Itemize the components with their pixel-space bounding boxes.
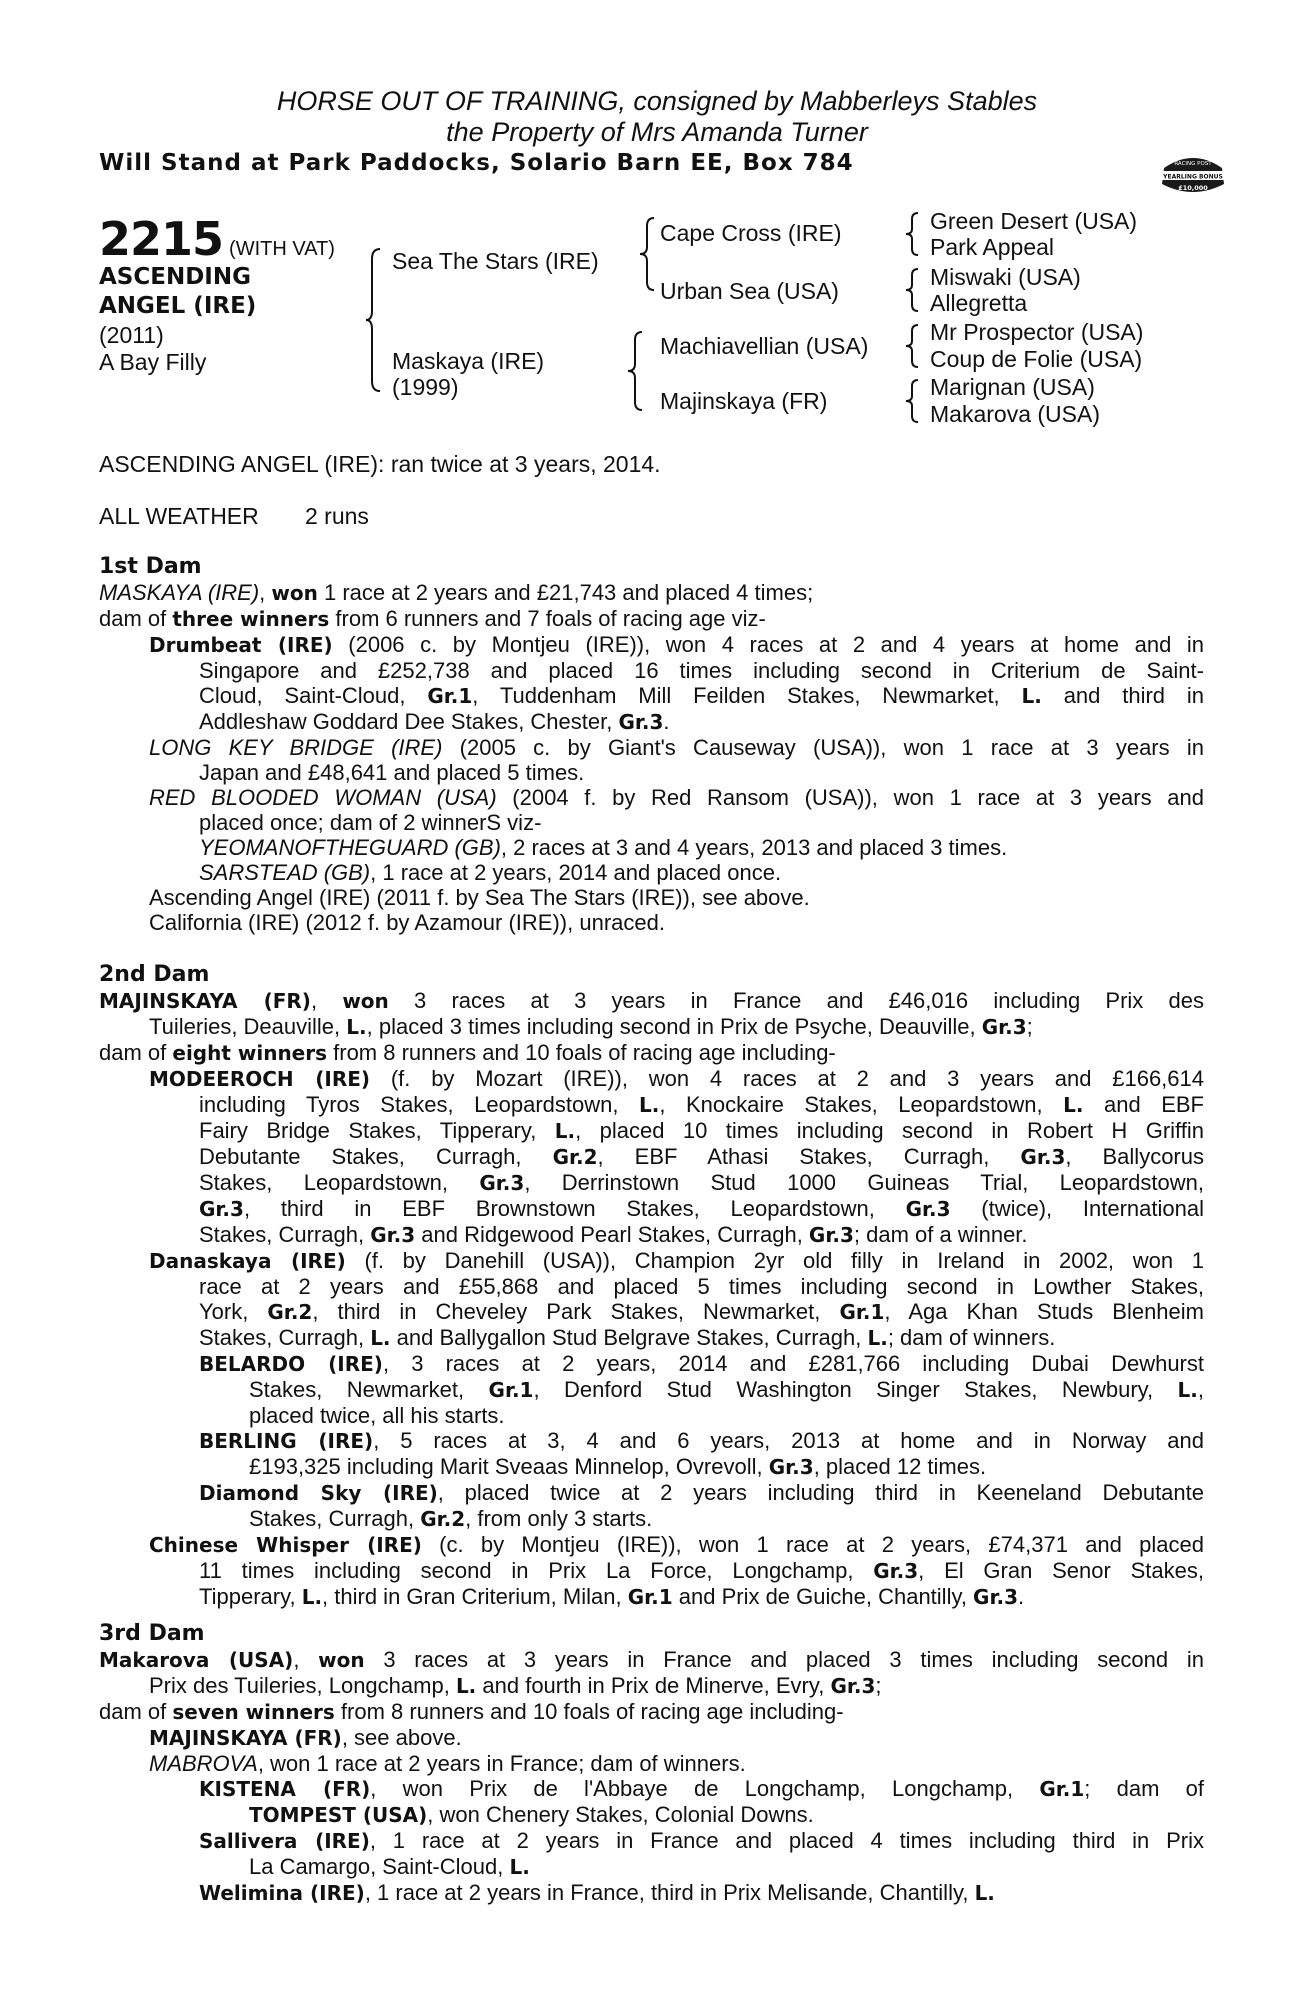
d3-text: , see above.	[341, 1725, 462, 1750]
d2-text: , placed 12 times.	[813, 1454, 987, 1479]
d2-text: , Aga Khan Studs Blenheim	[884, 1299, 1204, 1324]
d2-line	[99, 1558, 1204, 1584]
gen3-allegretta: Allegretta	[930, 290, 1028, 316]
d1-text: (2004 f. by Red Ransom (USA)), won 1 race at 3 years and	[496, 785, 1204, 810]
d3-text: ;	[875, 1673, 882, 1698]
d1-text: .	[663, 709, 670, 734]
d1-line	[99, 709, 1204, 735]
gen3-park-appeal: Park Appeal	[930, 234, 1055, 260]
d3-bold: seven winners	[172, 1700, 335, 1724]
horse-description: A Bay Filly	[99, 349, 207, 375]
d2-grandprogeny-name: BERLING (IRE)	[199, 1429, 374, 1453]
d2-line: race at 2 years and £55,868 and placed 5 times including second in Lowther Stakes,	[199, 1274, 1204, 1299]
first-dam-heading: 1st Dam	[99, 554, 202, 579]
d2-grade: Gr.3	[370, 1223, 416, 1247]
pedigree-brace-dd	[906, 377, 920, 425]
d2-line	[99, 1506, 1204, 1532]
pedigree-brace-ss	[906, 210, 920, 258]
d1-text: 1 race at 2 years and £21,743 and placed 4 times;	[317, 580, 814, 605]
d2-text: including Tyros Stakes, Leopardstown,	[199, 1092, 640, 1117]
d2-line	[99, 1428, 1204, 1454]
d1-grade: Gr.3	[618, 710, 664, 734]
d1-progeny-name: Drumbeat (IRE)	[149, 633, 333, 657]
d1-grade: L.	[1021, 684, 1042, 708]
gen3-green-desert: Green Desert (USA)	[930, 208, 1138, 234]
d3-grandprogeny-name: Sallivera (IRE)	[199, 1829, 370, 1853]
d1-bold: won	[271, 581, 318, 605]
d2-text: and Prix de Guiche, Chantilly,	[672, 1584, 974, 1609]
d1-line	[99, 785, 1204, 810]
d3-text: , 1 race at 2 years in France and placed 4 times including third in Prix	[369, 1828, 1204, 1853]
d2-line	[99, 1222, 1204, 1248]
d3-line	[99, 1699, 1204, 1725]
d1-text: Cloud, Saint-Cloud,	[199, 683, 428, 708]
d3-grade: L.	[509, 1855, 530, 1879]
d3-line	[99, 1751, 1204, 1776]
d3-line	[99, 1854, 1204, 1880]
d2-grade: Gr.3	[873, 1559, 919, 1583]
d2-line	[99, 1066, 1204, 1092]
d2-grade: Gr.3	[479, 1171, 525, 1195]
d2-text: , 5 races at 3, 4 and 6 years, 2013 at home and in Norway and	[373, 1428, 1204, 1453]
d3-text: Prix des Tuileries, Longchamp,	[149, 1673, 456, 1698]
d1-line: placed once; dam of 2 winnerS viz-	[199, 810, 542, 835]
d2-grade: Gr.3	[768, 1455, 814, 1479]
d2-text: (f. by Mozart (IRE)), won 4 races at 2 and 3 years and £166,614	[370, 1066, 1204, 1091]
d3-text: dam of	[99, 1699, 173, 1724]
foaling-year: (2011)	[99, 322, 164, 348]
d2-text: , third in Gran Criterium, Milan,	[322, 1584, 628, 1609]
yearling-bonus-badge	[1158, 150, 1228, 198]
d1-line	[99, 580, 1204, 606]
d2-progeny-name: MODEEROCH (IRE)	[149, 1067, 371, 1091]
d1-text: from 6 runners and 7 foals of racing age viz-	[329, 606, 766, 631]
d2-progeny-name: Chinese Whisper (IRE)	[149, 1533, 422, 1557]
d2-grade: Gr.1	[627, 1585, 673, 1609]
d3-grade: L.	[455, 1674, 477, 1698]
d3-grandprogeny-name: Welimina (IRE)	[199, 1881, 365, 1905]
d1-text: (2005 c. by Giant's Causeway (USA)), won 1 race at 3 years in	[442, 735, 1205, 760]
d3-text: , won 1 race at 2 years in France; dam of winners.	[257, 1751, 746, 1776]
first-dam-text	[99, 580, 1204, 935]
second-dam-heading: 2nd Dam	[99, 962, 210, 987]
d2-line	[99, 988, 1204, 1014]
d3-dam-name: Makarova (USA)	[99, 1648, 294, 1672]
d1-dam-name: MASKAYA (IRE)	[99, 580, 260, 605]
d2-progeny-name: Danaskaya (IRE)	[149, 1249, 346, 1273]
d2-text: Fairy Bridge Stakes, Tipperary,	[199, 1118, 555, 1143]
d2-text: Tuileries, Deauville,	[149, 1014, 347, 1039]
pedigree-brace-main	[366, 245, 382, 395]
d1-text: Addleshaw Goddard Dee Stakes, Chester,	[199, 709, 619, 734]
dam-year: (1999)	[392, 374, 459, 400]
sire: Sea The Stars (IRE)	[392, 248, 599, 274]
d3-line	[99, 1647, 1204, 1673]
d2-text: , EBF Athasi Stakes, Curragh,	[597, 1144, 1021, 1169]
d2-grade: L.	[1063, 1093, 1084, 1117]
d2-text: and Ridgewood Pearl Stakes, Curragh,	[415, 1222, 809, 1247]
dam: Maskaya (IRE)	[392, 348, 545, 374]
pedigree-brace-sd	[906, 266, 920, 314]
gen3-coup-de-folie: Coup de Folie (USA)	[930, 346, 1143, 372]
d3-text: ,	[293, 1647, 319, 1672]
d3-text: La Camargo, Saint-Cloud,	[249, 1854, 510, 1879]
dam-dam: Majinskaya (FR)	[660, 388, 828, 414]
third-dam-heading: 3rd Dam	[99, 1621, 205, 1646]
d2-text: ;	[1026, 1014, 1033, 1039]
d3-text: , 1 race at 2 years in France, third in Prix Melisande, Chantilly,	[364, 1880, 975, 1905]
d2-grade: L.	[370, 1326, 391, 1350]
d1-text: and third in	[1041, 683, 1204, 708]
d2-text: dam of	[99, 1040, 173, 1065]
d3-text: , won Prix de l'Abbaye de Longchamp, Longchamp,	[370, 1776, 1040, 1801]
d2-text: (c. by Montjeu (IRE)), won 1 race at 2 years, £74,371 and placed	[421, 1532, 1205, 1557]
d2-bold: eight winners	[172, 1041, 328, 1065]
d2-line: placed twice, all his starts.	[249, 1403, 505, 1428]
d2-grade: L.	[867, 1326, 888, 1350]
d2-grade: Gr.3	[808, 1223, 854, 1247]
lot-number: 2215	[99, 212, 224, 266]
d2-text: Stakes, Leopardstown,	[199, 1170, 480, 1195]
d1-line: Ascending Angel (IRE) (2011 f. by Sea The Stars (IRE)), see above.	[149, 885, 810, 910]
d2-text: York,	[199, 1299, 268, 1324]
d1-grandprogeny-name: YEOMANOFTHEGUARD (GB)	[199, 835, 501, 860]
d3-line	[99, 1776, 1204, 1802]
d3-bold: won	[318, 1648, 365, 1672]
badge-bottom-text: £10,000	[1178, 184, 1208, 192]
d2-text: 11 times including second in Prix La Force, Longchamp,	[199, 1558, 874, 1583]
lot-block	[99, 212, 335, 266]
d2-line	[99, 1248, 1204, 1274]
d2-line	[99, 1170, 1204, 1196]
d2-grade: Gr.2	[420, 1507, 466, 1531]
d1-text: ,	[259, 580, 272, 605]
d2-text: , Ballycorus	[1065, 1144, 1204, 1169]
d2-grade: L.	[301, 1585, 323, 1609]
d2-text: , placed 10 times including second in Robert H Griffin	[575, 1118, 1204, 1143]
d2-grade: L.	[346, 1015, 367, 1039]
d2-text: , Knockaire Stakes, Leopardstown,	[659, 1092, 1064, 1117]
d2-grade: Gr.3	[973, 1585, 1018, 1609]
d3-line	[99, 1880, 1204, 1906]
sire-sire: Cape Cross (IRE)	[660, 220, 842, 246]
d3-grade: Gr.1	[1039, 1777, 1085, 1801]
d2-line	[99, 1325, 1204, 1351]
d2-text: , El Gran Senor Stakes,	[918, 1558, 1204, 1583]
d1-bold: three winners	[172, 607, 330, 631]
d1-text: dam of	[99, 606, 173, 631]
d2-line	[99, 1299, 1204, 1325]
d2-text: ; dam of a winner.	[853, 1222, 1028, 1247]
d2-text: Stakes, Curragh,	[199, 1222, 371, 1247]
d2-text: from 8 runners and 10 foals of racing age including-	[327, 1040, 836, 1065]
d3-text: 3 races at 3 years in France and placed 3 times including second in	[364, 1647, 1204, 1672]
d2-text: 3 races at 3 years in France and £46,016 including Prix des	[388, 988, 1204, 1013]
d3-text: and fourth in Prix de Minerve, Evry,	[476, 1673, 831, 1698]
d1-line: California (IRE) (2012 f. by Azamour (IRE)), unraced.	[149, 910, 665, 935]
d3-line	[99, 1802, 1204, 1828]
d2-text: .	[1018, 1584, 1025, 1609]
d2-dam-name: MAJINSKAYA (FR)	[99, 989, 311, 1013]
d1-text: , Tuddenham Mill Feilden Stakes, Newmarket,	[472, 683, 1022, 708]
d3-grandprogeny-name: KISTENA (FR)	[199, 1777, 371, 1801]
pedigree-brace-dam	[628, 328, 644, 414]
d2-grade: Gr.1	[488, 1378, 534, 1402]
d2-text: (f. by Danehill (USA)), Champion 2yr old filly in Ireland in 2002, won 1	[345, 1248, 1204, 1273]
d2-bold: won	[342, 989, 389, 1013]
d1-line: Singapore and £252,738 and placed 16 times including second in Criterium de Saint-	[199, 658, 1204, 683]
d1-progeny-name: RED BLOODED WOMAN (USA)	[149, 785, 497, 810]
d2-line	[99, 1532, 1204, 1558]
d2-line	[99, 1584, 1204, 1610]
d2-grade: Gr.3	[905, 1197, 951, 1221]
d2-text: , from only 3 starts.	[465, 1506, 653, 1531]
badge-mid-text: YEARLING BONUS	[1163, 173, 1223, 181]
d2-text: £193,325 including Marit Sveaas Minnelop, Ovrevoll,	[249, 1454, 769, 1479]
d3-progeny-name: MABROVA	[149, 1751, 258, 1776]
horse-name-line-2: ANGEL (IRE)	[99, 293, 257, 319]
pedigree-brace-ds	[906, 322, 920, 370]
d2-line	[99, 1377, 1204, 1403]
d2-grade: L.	[554, 1119, 576, 1143]
d1-line	[99, 735, 1204, 760]
d2-grade: Gr.3	[1020, 1145, 1066, 1169]
d3-line	[99, 1725, 1204, 1751]
badge-top-text: RACING POST	[1174, 161, 1212, 167]
d2-line	[99, 1014, 1204, 1040]
second-dam-text	[99, 988, 1204, 1610]
d2-line	[99, 1144, 1204, 1170]
third-dam-text	[99, 1647, 1204, 1906]
gen3-mr-prospector: Mr Prospector (USA)	[930, 319, 1144, 345]
d2-text: , placed twice at 2 years including third in Keeneland Debutante	[437, 1480, 1205, 1505]
header-line-1: HORSE OUT OF TRAINING, consigned by Mabberleys Stables	[276, 86, 1038, 116]
gen3-miswaki: Miswaki (USA)	[930, 264, 1081, 290]
d3-grade: L.	[974, 1881, 995, 1905]
d1-line: Japan and £48,641 and placed 5 times.	[199, 760, 585, 785]
d2-text: Stakes, Curragh,	[199, 1325, 371, 1350]
d2-grandprogeny-name: BELARDO (IRE)	[199, 1352, 383, 1376]
gen3-makarova: Makarova (USA)	[930, 401, 1100, 427]
surface-label: ALL WEATHER	[99, 503, 259, 529]
d2-grade: Gr.3	[199, 1197, 244, 1221]
race-record: ASCENDING ANGEL (IRE): ran twice at 3 years, 2014.	[99, 451, 661, 477]
d1-line	[99, 860, 1204, 885]
d1-text: , 1 race at 2 years, 2014 and placed once.	[370, 860, 782, 885]
d1-line	[99, 835, 1204, 860]
d3-text: ; dam of	[1084, 1776, 1205, 1801]
d2-grade: Gr.1	[839, 1300, 885, 1324]
d2-line	[99, 1092, 1204, 1118]
d2-text: Tipperary,	[199, 1584, 302, 1609]
d3-grade: Gr.3	[830, 1674, 876, 1698]
d2-line	[99, 1351, 1204, 1377]
horse-name-line-1: ASCENDING	[99, 264, 251, 290]
d2-text: , Derrinstown Stud 1000 Guineas Trial, Leopardstown,	[524, 1170, 1204, 1195]
d2-grade: Gr.3	[981, 1015, 1027, 1039]
d2-text: Debutante Stakes, Curragh,	[199, 1144, 553, 1169]
header-line-2: the Property of Mrs Amanda Turner	[446, 117, 868, 147]
d2-text: Stakes, Newmarket,	[249, 1377, 489, 1402]
d3-text: , won Chenery Stakes, Colonial Downs.	[427, 1802, 814, 1827]
surface-runs: 2 runs	[305, 503, 369, 529]
d2-grade: Gr.2	[552, 1145, 598, 1169]
d1-text: (2006 c. by Montjeu (IRE)), won 4 races at 2 and 4 years at home and in	[332, 632, 1205, 657]
d2-text: (twice), International	[950, 1196, 1204, 1221]
d1-line	[99, 606, 1204, 632]
d2-line	[99, 1196, 1204, 1222]
d3-line	[99, 1673, 1204, 1699]
d2-text: , 3 races at 2 years, 2014 and £281,766 including Dubai Dewhurst	[382, 1351, 1204, 1376]
d1-progeny-name: LONG KEY BRIDGE (IRE)	[149, 735, 443, 760]
d3-greatgrand-name: TOMPEST (USA)	[249, 1803, 428, 1827]
d2-line	[99, 1454, 1204, 1480]
d2-text: , third in Cheveley Park Stakes, Newmarket,	[312, 1299, 840, 1324]
d1-grade: Gr.1	[427, 684, 473, 708]
d1-line	[99, 632, 1204, 658]
d2-text: ,	[310, 988, 343, 1013]
d2-text: , placed 3 times including second in Prix de Psyche, Deauville,	[366, 1014, 982, 1039]
vat-note: (WITH VAT)	[229, 238, 335, 260]
gen3-marignan: Marignan (USA)	[930, 374, 1095, 400]
d2-grade: Gr.2	[267, 1300, 313, 1324]
d1-line	[99, 683, 1204, 709]
d1-grandprogeny-name: SARSTEAD (GB)	[199, 860, 371, 885]
d2-text: and Ballygallon Stud Belgrave Stakes, Curragh,	[390, 1325, 868, 1350]
d2-line	[99, 1040, 1204, 1066]
d1-text: , 2 races at 3 and 4 years, 2013 and placed 3 times.	[500, 835, 1008, 860]
d2-text: ; dam of winners.	[887, 1325, 1056, 1350]
d2-grandprogeny-name: Diamond Sky (IRE)	[199, 1481, 438, 1505]
d2-line	[99, 1480, 1204, 1506]
stand-location: Will Stand at Park Paddocks, Solario Barn EE, Box 784	[99, 150, 854, 176]
pedigree-brace-sire	[640, 214, 656, 294]
d3-text: from 8 runners and 10 foals of racing age including-	[334, 1699, 844, 1724]
d2-line	[99, 1118, 1204, 1144]
d2-text: ,	[1197, 1377, 1204, 1402]
sire-dam: Urban Sea (USA)	[660, 278, 839, 304]
d2-text: , Denford Stud Washington Singer Stakes, Newbury,	[533, 1377, 1178, 1402]
dam-sire: Machiavellian (USA)	[660, 333, 869, 359]
d2-grade: L.	[639, 1093, 660, 1117]
d2-text: and EBF	[1083, 1092, 1204, 1117]
d3-line	[99, 1828, 1204, 1854]
d2-text: , third in EBF Brownstown Stakes, Leopardstown,	[243, 1196, 906, 1221]
d3-progeny-name: MAJINSKAYA (FR)	[149, 1726, 342, 1750]
d2-text: Stakes, Curragh,	[249, 1506, 421, 1531]
d2-grade: L.	[1177, 1378, 1198, 1402]
